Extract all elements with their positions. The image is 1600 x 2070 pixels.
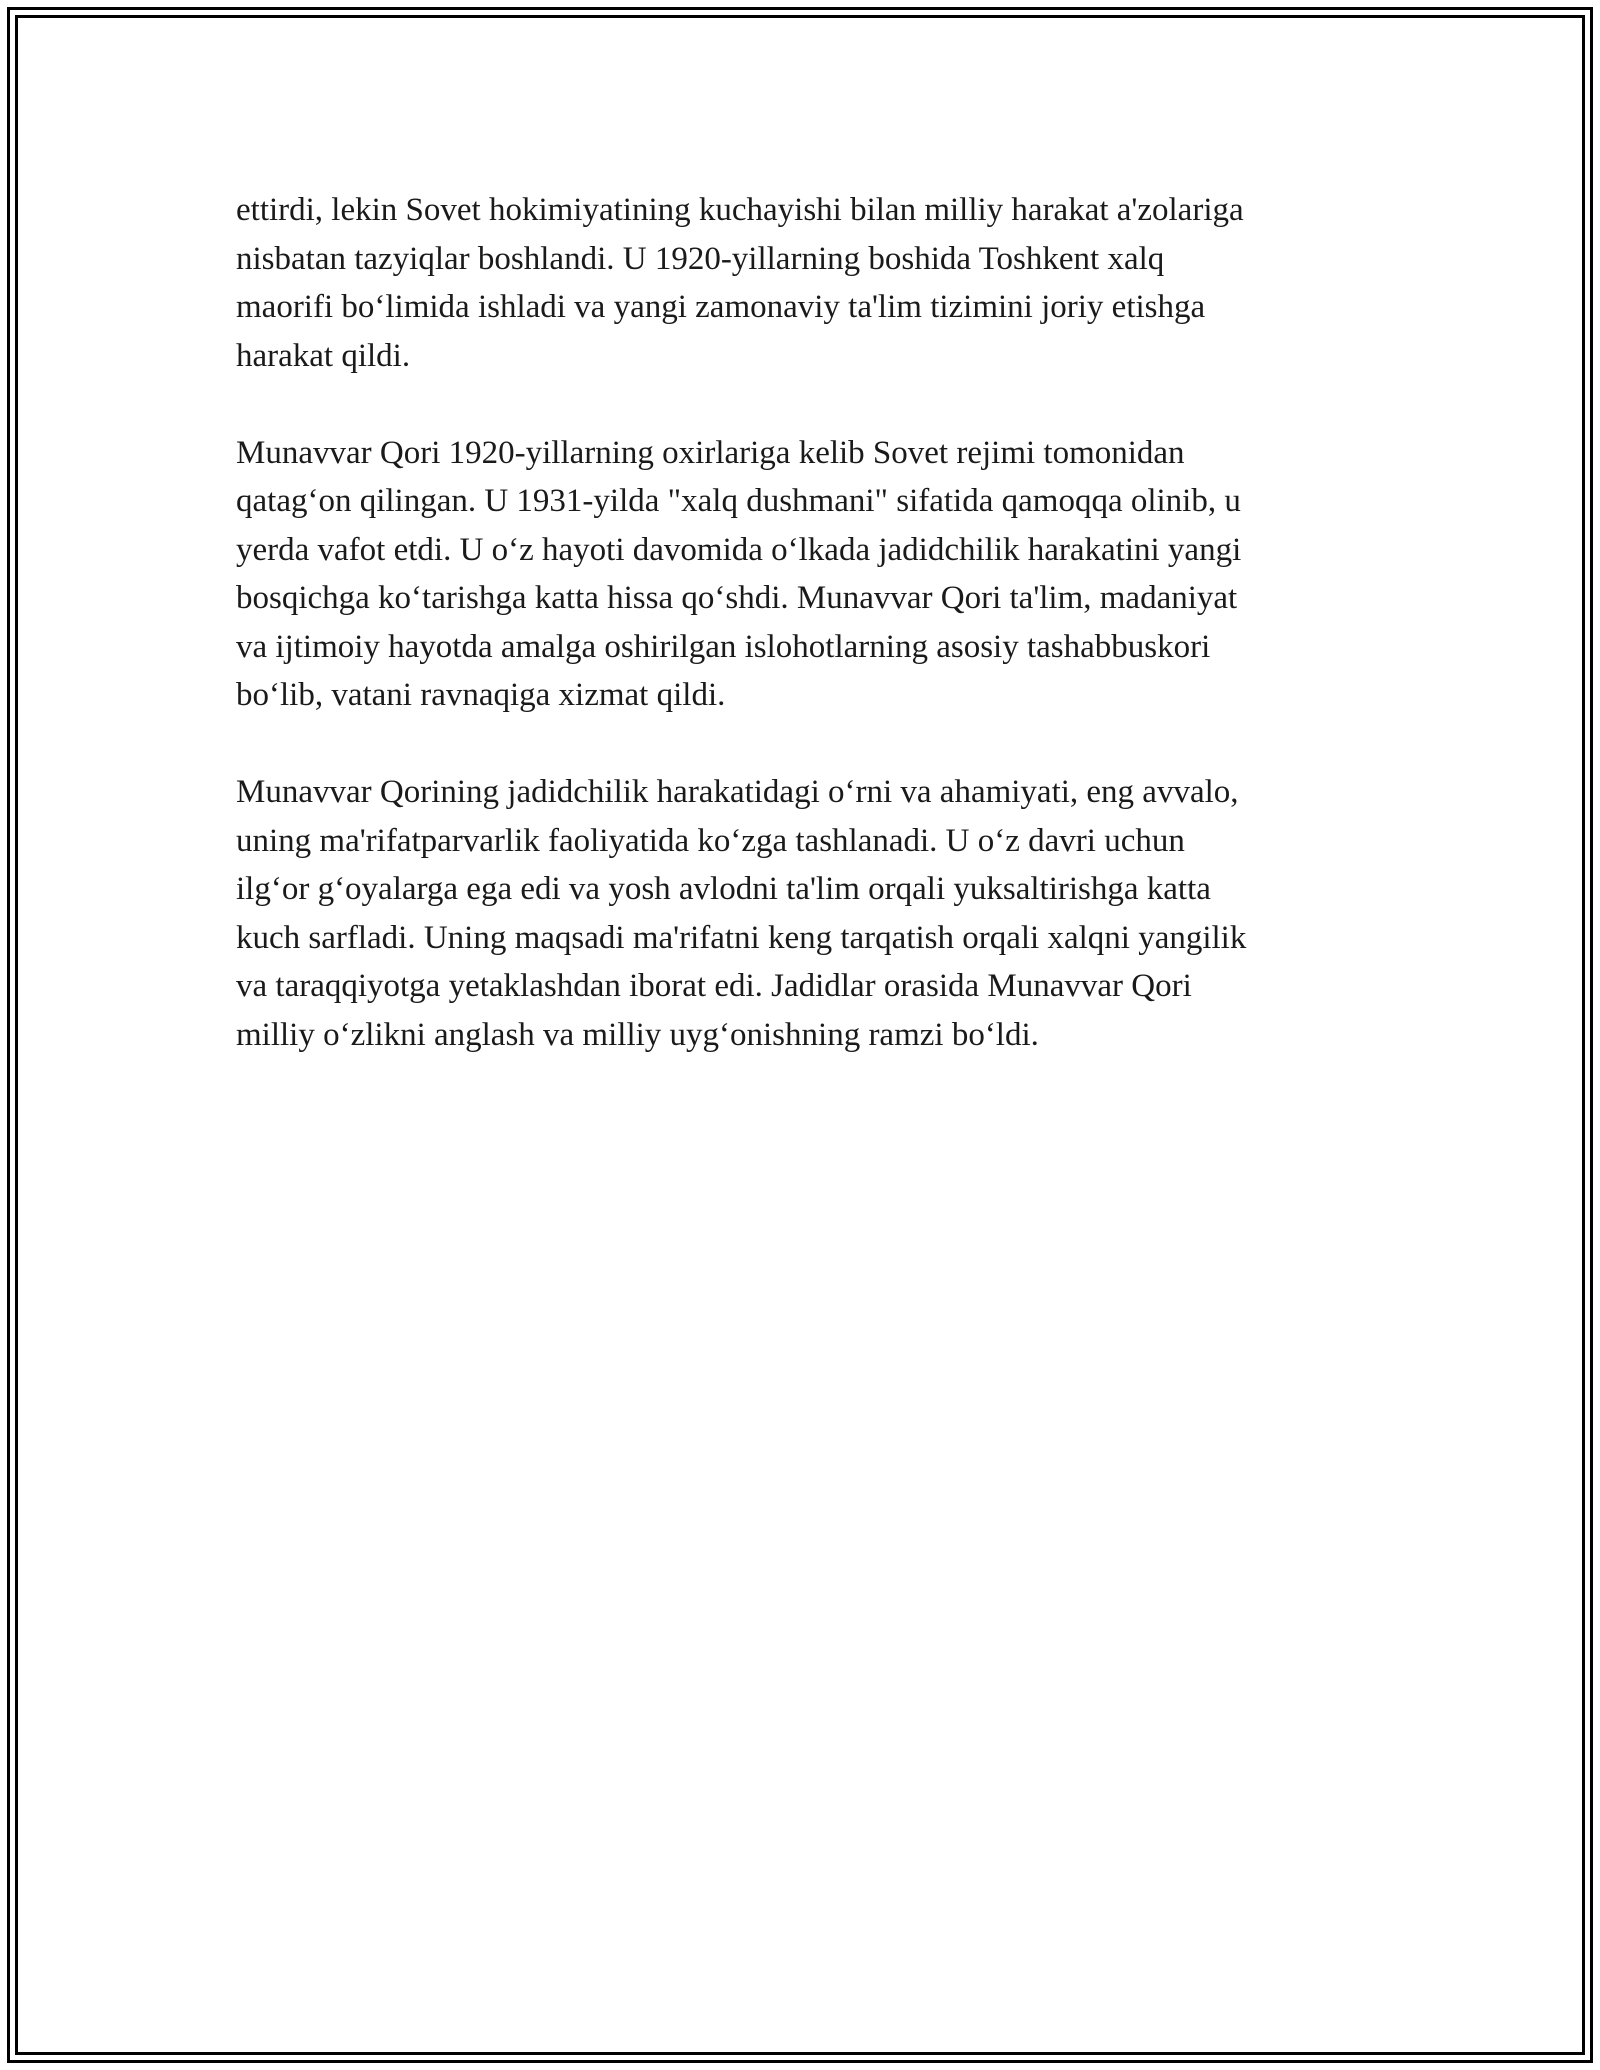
document-body: [236, 186, 1376, 1108]
text-line: ettirdi, lekin Sovet hokimiyatining kuchayishi bilan milliy harakat a'zolariga: [236, 192, 1244, 228]
text-line: harakat qildi.: [236, 337, 411, 374]
text-line: nisbatan tazyiqlar boshlandi. U 1920-yillarning boshida Toshkent xalq: [236, 240, 1165, 277]
text-line: bo‘lib, vatani ravnaqiga xizmat qildi.: [236, 677, 726, 713]
paragraph-repression: [236, 429, 1376, 720]
text-line: va ijtimoiy hayotda amalga oshirilgan islohotlarning asosiy tashabbuskori: [236, 628, 1211, 665]
paragraph-soviet-pressure: [236, 186, 1376, 380]
text-line: maorifi bo‘limida ishladi va yangi zamonaviy ta'lim tizimini joriy etishga: [236, 289, 1206, 325]
text-line: Munavvar Qori 1920-yillarning oxirlariga kelib Sovet rejimi tomonidan: [236, 434, 1185, 471]
text-line: bosqichga ko‘tarishga katta hissa qo‘shdi. Munavvar Qori ta'lim, madaniyat: [236, 580, 1238, 616]
text-line: qatag‘on qilingan. U 1931-yilda "xalq dushmani" sifatida qamoqqa olinib, u: [236, 483, 1241, 519]
text-line: va taraqqiyotga yetaklashdan iborat edi. Jadidlar orasida Munavvar Qori: [236, 968, 1192, 1004]
text-line: uning ma'rifatparvarlik faoliyatida ko‘zga tashlanadi. U o‘z davri uchun: [236, 822, 1185, 859]
text-line: milliy o‘zlikni anglash va milliy uyg‘onishning ramzi bo‘ldi.: [236, 1016, 1039, 1053]
text-line: Munavvar Qorining jadidchilik harakatidagi o‘rni va ahamiyati, eng avvalo,: [236, 774, 1239, 810]
text-line: kuch sarfladi. Uning maqsadi ma'rifatni keng tarqatish orqali xalqni yangilik: [236, 919, 1247, 956]
paragraph-significance: [236, 768, 1376, 1059]
text-line: yerda vafot etdi. U o‘z hayoti davomida o‘lkada jadidchilik harakatini yangi: [236, 531, 1242, 568]
text-line: ilg‘or g‘oyalarga ega edi va yosh avlodni ta'lim orqali yuksaltirishga katta: [236, 871, 1211, 907]
